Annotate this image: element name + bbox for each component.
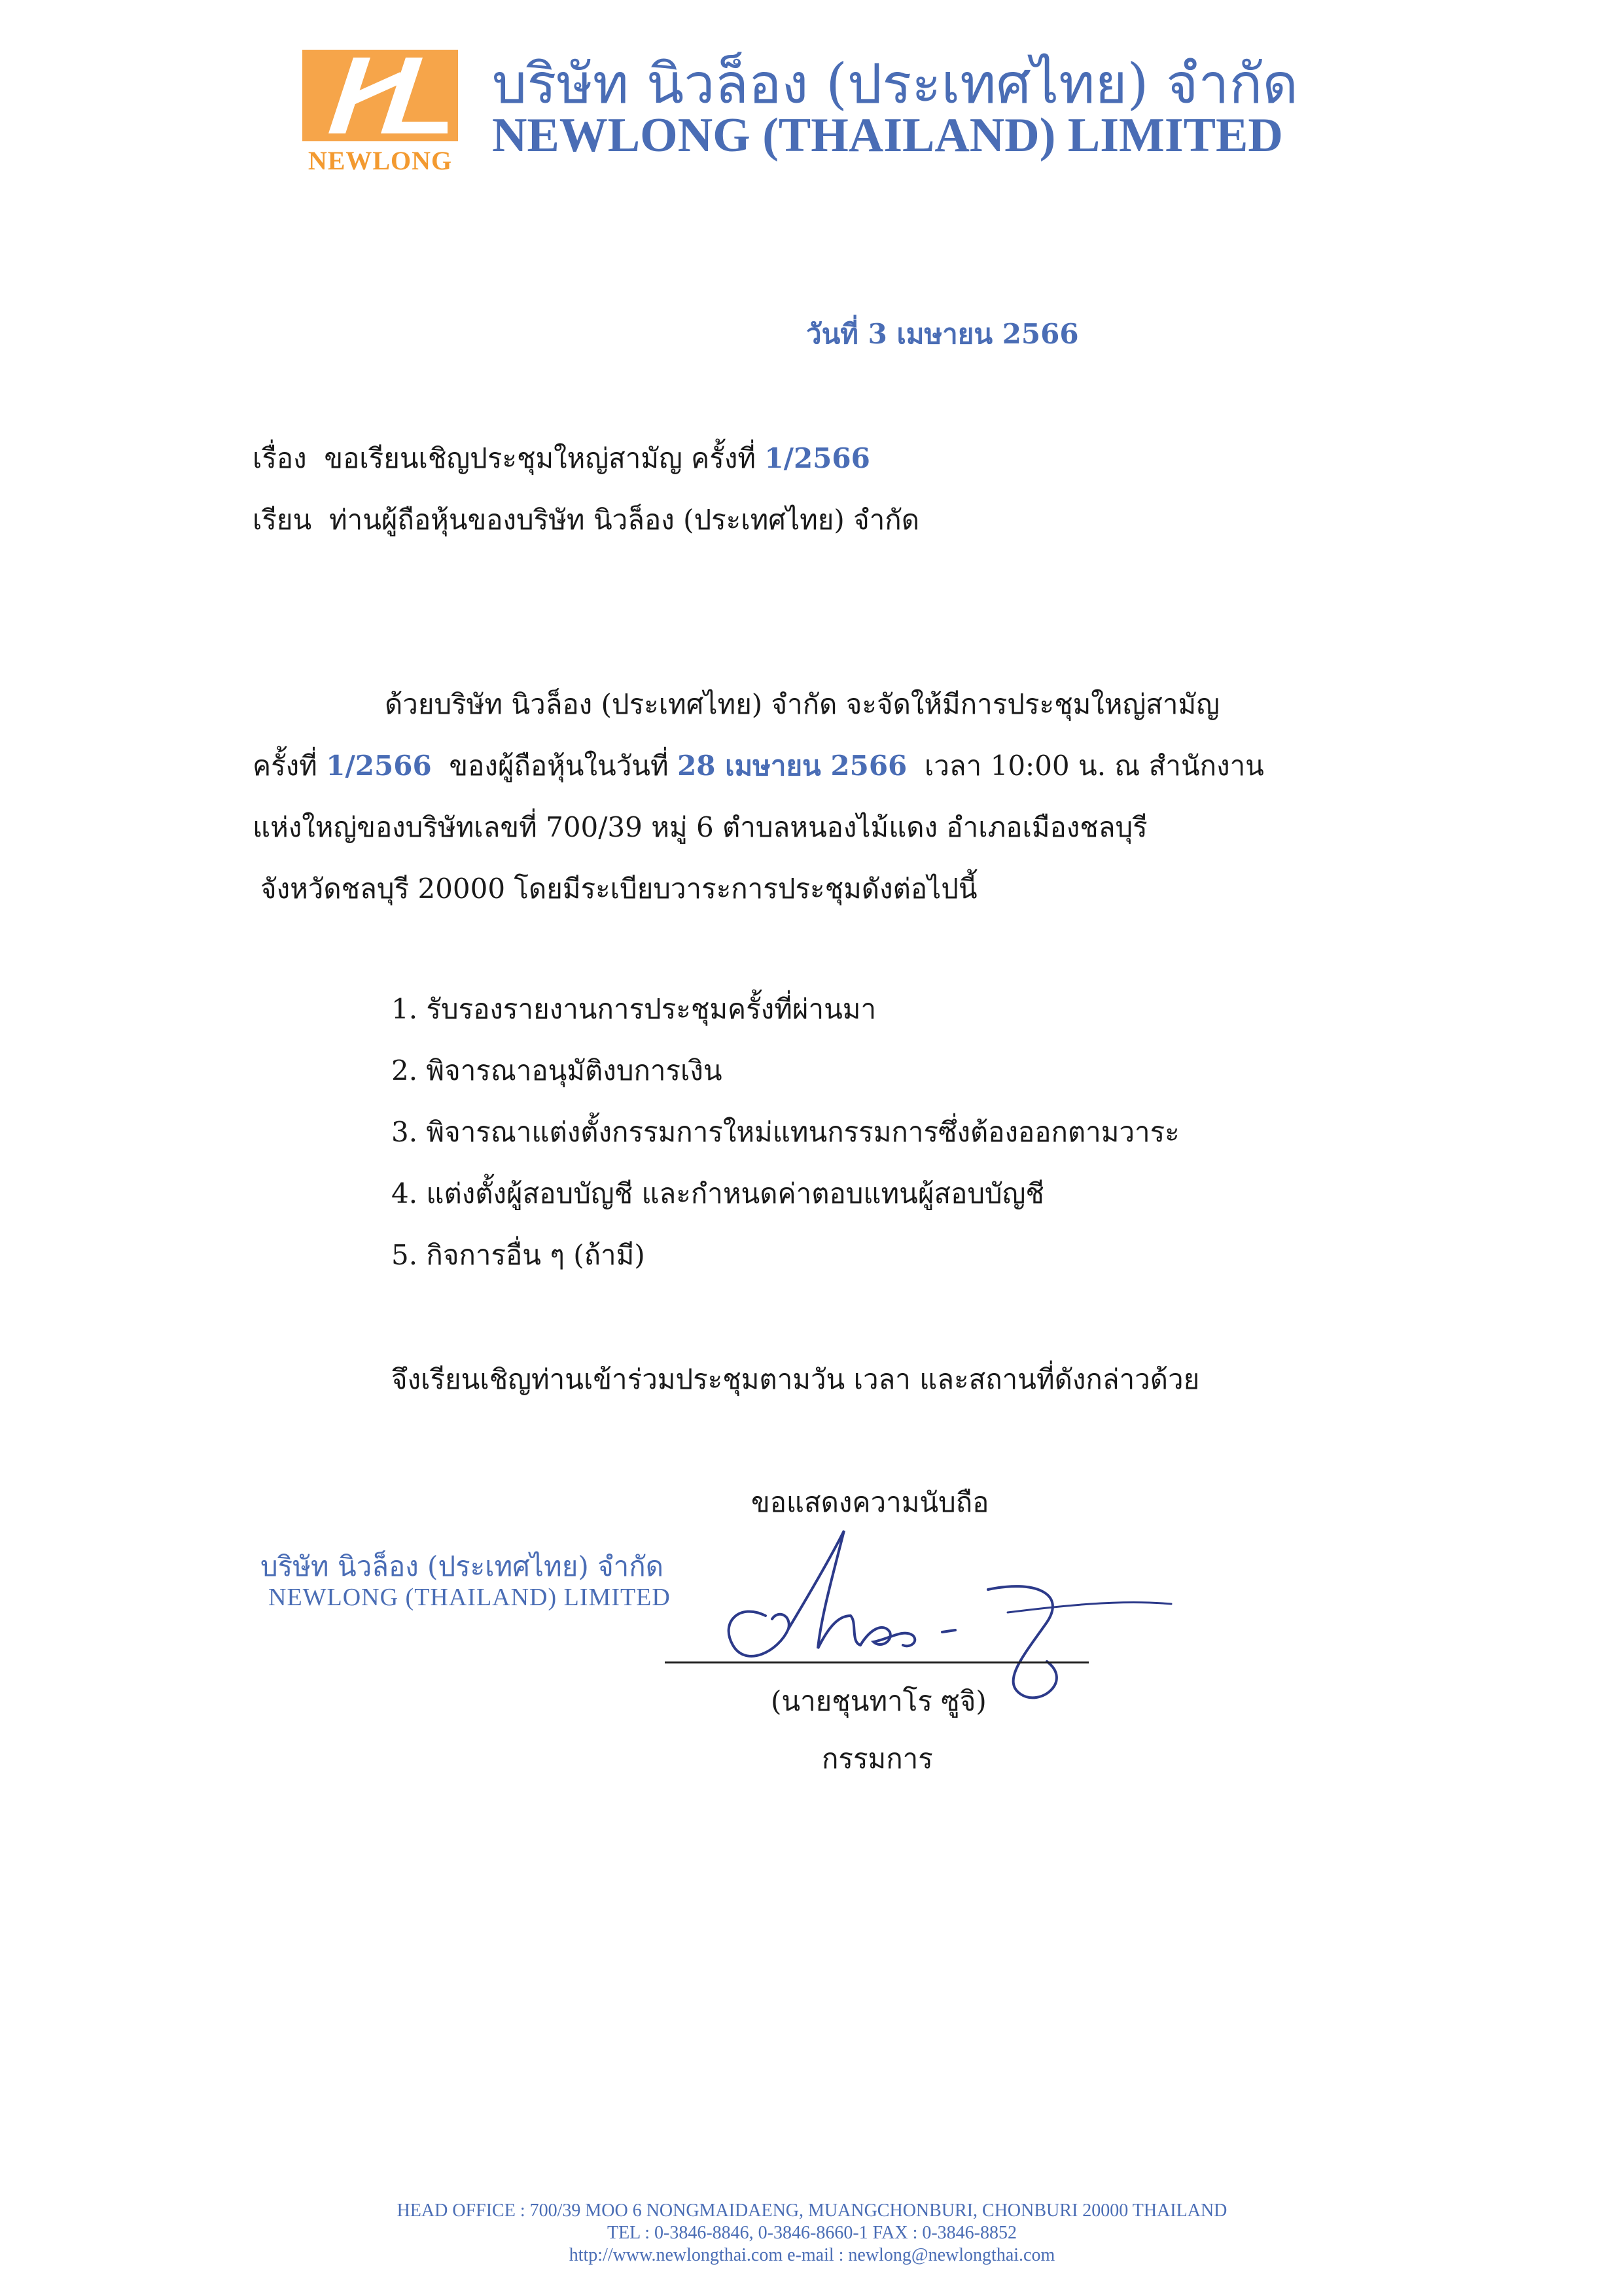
company-name-english: NEWLONG (THAILAND) LIMITED <box>492 109 1283 162</box>
letter-date <box>806 313 1079 356</box>
agenda-item: 2. พิจารณาอนุมัติงบการเงิน <box>391 1054 722 1087</box>
date-label: วันที่ <box>806 318 858 350</box>
meeting-date: 28 เมษายน 2566 <box>677 750 908 782</box>
body-line-4: จังหวัดชลบุรี 20000 โดยมีระเบียบวาระการประชุมดังต่อไปนี้ <box>260 873 978 905</box>
subject-text: ขอเรียนเชิญประชุมใหญ่สามัญ ครั้งที่ <box>324 442 756 474</box>
body-line-2 <box>253 744 1264 788</box>
signature-line <box>665 1661 1089 1663</box>
agenda-item: 5. กิจการอื่น ๆ (ถ้ามี) <box>391 1239 645 1271</box>
logo-text: NEWLONG <box>308 146 453 175</box>
footer-address: HEAD OFFICE : 700/39 MOO 6 NONGMAIDAENG, MUANGCHONBURI, CHONBURI 20000 THAILAND <box>397 2200 1227 2221</box>
company-stamp-english: NEWLONG (THAILAND) LIMITED <box>268 1584 671 1611</box>
recipient-label: เรียน <box>253 504 312 536</box>
footer-web: http://www.newlongthai.com e-mail : newlong@newlongthai.com <box>569 2245 1055 2265</box>
company-logo <box>302 50 458 175</box>
meeting-number: 1/2566 <box>326 750 432 782</box>
company-name-thai: บริษัท นิวล็อง (ประเทศไทย) จำกัด <box>492 52 1298 116</box>
nl-monogram-icon <box>302 50 458 141</box>
date-value: 3 เมษายน 2566 <box>868 318 1079 350</box>
signatory-title: กรรมการ <box>822 1743 933 1775</box>
regards-text: ขอแสดงความนับถือ <box>751 1486 989 1518</box>
body-text: ของผู้ถือหุ้นในวันที่ <box>449 750 669 782</box>
footer-phone: TEL : 0-3846-8846, 0-3846-8660-1 FAX : 0-3846-8852 <box>607 2223 1017 2243</box>
recipient-line <box>253 498 919 542</box>
subject-number: 1/2566 <box>764 442 870 474</box>
agenda-item: 4. แต่งตั้งผู้สอบบัญชี และกำหนดค่าตอบแทนผู้สอบบัญชี <box>391 1177 1044 1209</box>
body-text: ครั้งที่ <box>253 750 317 782</box>
closing-text: จึงเรียนเชิญท่านเข้าร่วมประชุมตามวัน เวลา และสถานที่ดังกล่าวด้วย <box>391 1363 1200 1395</box>
company-stamp-thai: บริษัท นิวล็อง (ประเทศไทย) จำกัด <box>260 1550 663 1582</box>
body-line-1: ด้วยบริษัท นิวล็อง (ประเทศไทย) จำกัด จะจัดให้มีการประชุมใหญ่สามัญ <box>385 688 1220 720</box>
subject-label: เรื่อง <box>253 442 307 474</box>
agenda-item: 1. รับรองรายงานการประชุมครั้งที่ผ่านมา <box>391 993 877 1025</box>
logo-mark <box>302 50 458 141</box>
subject-line <box>253 437 870 480</box>
agenda-item: 3. พิจารณาแต่งตั้งกรรมการใหม่แทนกรรมการซึ่งต้องออกตามวาระ <box>391 1116 1180 1148</box>
body-text: เวลา 10:00 น. ณ สำนักงาน <box>924 750 1264 782</box>
signatory-name: (นายชุนทาโร ซูจิ) <box>771 1685 987 1717</box>
recipient-text: ท่านผู้ถือหุ้นของบริษัท นิวล็อง (ประเทศไทย) จำกัด <box>328 504 919 536</box>
body-line-3: แห่งใหญ่ของบริษัทเลขที่ 700/39 หมู่ 6 ตำบลหนองไม้แดง อำเภอเมืองชลบุรี <box>253 811 1148 843</box>
